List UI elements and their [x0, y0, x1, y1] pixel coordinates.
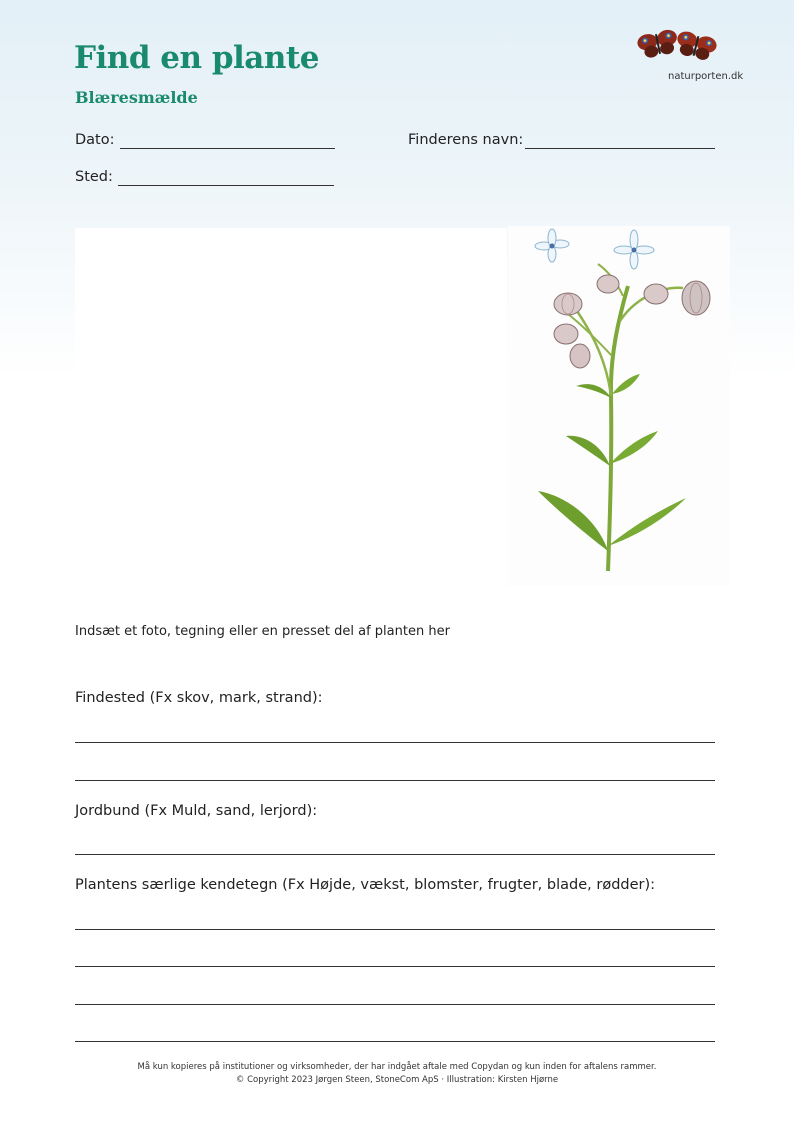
photo-caption: Indsæt et foto, tegning eller en presset del af planten her [75, 624, 450, 639]
kendetegn-answer-line[interactable] [75, 1041, 715, 1042]
kendetegn-answer-line[interactable] [75, 929, 715, 930]
footer-license: Må kun kopieres på institutioner og virksomheder, der har indgået aftale med Copydan og kun inden for aftalens rammer. [137, 1062, 657, 1072]
findested-answer-line[interactable] [75, 780, 715, 781]
footer-copyright: © Copyright 2023 Jørgen Steen, StoneCom ApS · Illustration: Kirsten Hjørne [235, 1075, 559, 1085]
date-label: Dato: [75, 132, 115, 148]
photo-insert-area[interactable] [75, 228, 507, 588]
kendetegn-answer-line[interactable] [75, 966, 715, 967]
finder-name-line[interactable] [525, 148, 715, 149]
brand-text: naturporten.dk [668, 71, 744, 82]
plant-illustration [508, 226, 730, 586]
kendetegn-question: Plantens særlige kendetegn (Fx Højde, vækst, blomster, frugter, blade, rødder): [75, 877, 656, 893]
place-line[interactable] [118, 185, 334, 186]
kendetegn-answer-line[interactable] [75, 1004, 715, 1005]
butterfly-logo-icon [636, 26, 718, 62]
finder-name-label: Finderens navn: [408, 132, 524, 148]
findested-question: Findested (Fx skov, mark, strand): [75, 690, 323, 706]
place-label: Sted: [75, 169, 113, 185]
page-title: Find en plante [74, 40, 319, 76]
findested-answer-line[interactable] [75, 742, 715, 743]
jordbund-question: Jordbund (Fx Muld, sand, lerjord): [75, 803, 318, 819]
jordbund-answer-line[interactable] [75, 854, 715, 855]
plant-name: Blæresmælde [75, 88, 198, 107]
date-line[interactable] [120, 148, 335, 149]
